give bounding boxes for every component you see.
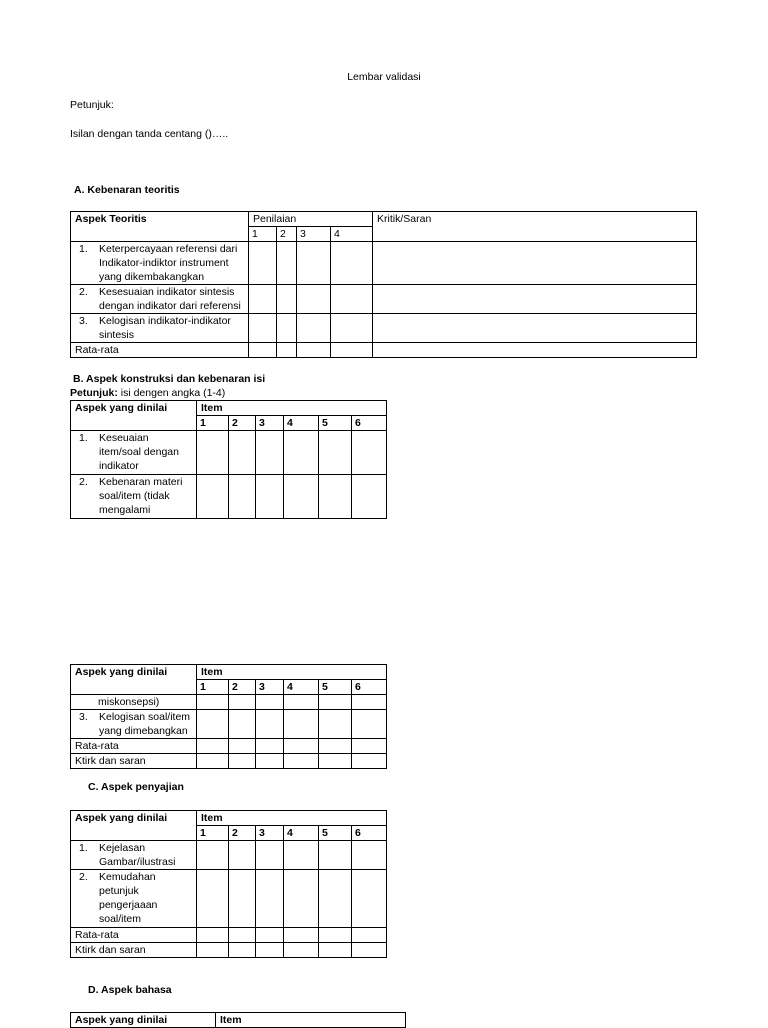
petunjuk-label: Petunjuk: [70,99,114,111]
item-cell[interactable] [256,710,284,739]
item-cell[interactable] [229,754,256,769]
table-konstruksi-part2 [70,664,387,769]
item-cell[interactable] [352,475,387,519]
kritik-cell[interactable] [373,242,697,285]
row-number: 3. [79,315,88,327]
item-cell[interactable] [284,928,319,943]
header-aspek-teoritis: Aspek Teoritis [71,212,249,242]
score-cell[interactable] [277,314,297,343]
score-cell[interactable] [277,343,297,358]
score-cell[interactable] [297,343,331,358]
section-d-heading: D. Aspek bahasa [88,984,172,996]
item-cell[interactable] [197,928,229,943]
row-text: miskonsepsi) [98,696,160,708]
item-cell[interactable] [284,943,319,958]
item-header: 6 [352,826,387,841]
item-header: 3 [256,826,284,841]
item-header: 4 [284,416,319,431]
table-row [71,285,697,314]
item-header: 5 [319,826,352,841]
item-cell[interactable] [319,710,352,739]
item-cell[interactable] [319,870,352,928]
item-cell[interactable] [352,710,387,739]
item-cell[interactable] [229,928,256,943]
row-number: 2. [79,286,88,298]
item-cell[interactable] [319,431,352,475]
item-cell[interactable] [352,841,387,870]
score-cell[interactable] [249,343,277,358]
score-cell[interactable] [331,343,373,358]
table-row [71,343,697,358]
table-row [71,710,387,739]
table-konstruksi-part1 [70,400,387,519]
score-header: 3 [297,227,331,242]
item-cell[interactable] [352,695,387,710]
score-cell[interactable] [249,242,277,285]
table-penyajian [70,810,387,958]
row-text: soal/item (tidak [99,490,170,502]
section-c-heading: C. Aspek penyajian [88,781,184,793]
row-text: Kesesuaian indikator sintesis [99,286,235,298]
item-header: 3 [256,416,284,431]
item-cell[interactable] [284,695,319,710]
item-cell[interactable] [284,754,319,769]
item-cell[interactable] [256,431,284,475]
row-text: Kelogisan soal/item [99,711,191,723]
table-row [71,695,387,710]
header-aspek-dinilai: Aspek yang dinilai [71,811,197,841]
section-b-heading: B. Aspek konstruksi dan kebenaran isi [73,373,266,385]
table-kebenaran-teoritis [70,211,697,358]
row-text: Kelogisan indikator-indikator [99,315,231,327]
table-row [71,943,387,958]
item-cell[interactable] [284,475,319,519]
item-cell[interactable] [319,943,352,958]
page-title: Lembar validasi [347,71,421,83]
item-cell[interactable] [229,695,256,710]
header-item: Item [197,811,387,826]
row-text: yang dimebangkan [99,725,188,737]
item-cell[interactable] [256,928,284,943]
item-cell[interactable] [256,475,284,519]
item-header: 6 [352,416,387,431]
header-penilaian: Penilaian [249,212,373,227]
row-text: soal/item [99,913,142,925]
item-cell[interactable] [197,710,229,739]
item-header: 3 [256,680,284,695]
item-cell[interactable] [197,754,229,769]
item-cell[interactable] [229,870,256,928]
table-row [71,928,387,943]
row-number: 2. [79,476,88,488]
row-text: pengerjaaan [99,899,158,911]
score-cell[interactable] [249,314,277,343]
row-text: sintesis [99,329,135,341]
row-number: 1. [79,842,88,854]
row-text: dengan indikator dari referensi [99,300,241,312]
section-a-heading: A. Kebenaran teoritis [74,184,180,196]
score-header: 1 [249,227,277,242]
row-text: mengalami [99,504,151,516]
score-cell[interactable] [331,242,373,285]
item-cell[interactable] [352,870,387,928]
item-header: 1 [197,826,229,841]
item-cell[interactable] [197,841,229,870]
item-cell[interactable] [197,943,229,958]
header-item: Item [197,401,387,416]
score-cell[interactable] [249,285,277,314]
item-cell[interactable] [197,695,229,710]
rata-rata-label: Rata-rata [71,343,249,358]
item-cell[interactable] [284,710,319,739]
row-text: Keterpercayaan referensi dari [99,243,238,255]
item-header: 1 [197,416,229,431]
item-header: 2 [229,680,256,695]
item-cell[interactable] [284,431,319,475]
table-row [71,431,387,475]
item-header: 2 [229,416,256,431]
row-number: 2. [79,871,88,883]
item-cell[interactable] [229,739,256,754]
table-row [71,475,387,519]
item-cell[interactable] [256,870,284,928]
row-text: Kejelasan [99,842,146,854]
row-text: Keseuaian [99,432,149,444]
item-cell[interactable] [352,739,387,754]
item-header: 5 [319,680,352,695]
instruction-text: Isilan dengan tanda centang ()….. [70,128,229,140]
table-row [71,314,697,343]
row-number: 1. [79,432,88,444]
petunjuk-bold: Petunjuk: [70,387,118,399]
score-cell[interactable] [297,242,331,285]
table-row [71,739,387,754]
row-text: indikator [99,460,139,472]
item-cell[interactable] [229,431,256,475]
row-text: petunjuk [99,885,139,897]
table-bahasa [70,1012,406,1028]
kritik-cell[interactable] [373,285,697,314]
row-number: 1. [79,243,88,255]
item-cell[interactable] [284,841,319,870]
item-cell[interactable] [319,841,352,870]
header-aspek-dinilai: Aspek yang dinilai [71,401,197,431]
item-cell[interactable] [197,870,229,928]
score-cell[interactable] [277,242,297,285]
item-cell[interactable] [352,431,387,475]
score-cell[interactable] [297,314,331,343]
rata-rata-label: Rata-rata [71,928,197,943]
item-header: 4 [284,680,319,695]
item-cell[interactable] [229,710,256,739]
row-text: item/soal dengan [99,446,179,458]
table-row [71,870,387,928]
row-text: Kemudahan [99,871,156,883]
kritik-saran-label: Ktirk dan saran [71,943,197,958]
item-cell[interactable] [229,943,256,958]
table-row [71,754,387,769]
score-header: 2 [277,227,297,242]
header-kritik-saran: Kritik/Saran [373,212,697,242]
row-text: Kebenaran materi [99,476,183,488]
item-cell[interactable] [284,870,319,928]
item-cell[interactable] [319,475,352,519]
kritik-cell[interactable] [373,343,697,358]
item-cell[interactable] [229,841,256,870]
item-cell[interactable] [352,754,387,769]
item-cell[interactable] [256,754,284,769]
row-number: 3. [79,711,88,723]
score-header: 4 [331,227,373,242]
item-cell[interactable] [352,943,387,958]
header-aspek-dinilai: Aspek yang dinilai [71,1013,216,1028]
item-header: 4 [284,826,319,841]
item-cell[interactable] [197,739,229,754]
petunjuk-text: isi dengen angka (1-4) [117,387,226,399]
rata-rata-label: Rata-rata [71,739,197,754]
item-cell[interactable] [284,739,319,754]
item-cell[interactable] [197,431,229,475]
row-text: Indikator-indiktor instrument [99,257,229,269]
item-cell[interactable] [229,475,256,519]
section-b-petunjuk [70,387,225,399]
item-header: 5 [319,416,352,431]
kritik-cell[interactable] [373,314,697,343]
item-cell[interactable] [256,739,284,754]
item-header: 1 [197,680,229,695]
item-header: 2 [229,826,256,841]
item-cell[interactable] [319,695,352,710]
item-cell[interactable] [256,695,284,710]
item-cell[interactable] [352,928,387,943]
kritik-saran-label: Ktirk dan saran [71,754,197,769]
item-cell[interactable] [197,475,229,519]
row-text: yang dikembakangkan [99,271,205,283]
row-text: Gambar/ilustrasi [99,856,176,868]
item-cell[interactable] [319,928,352,943]
score-cell[interactable] [277,285,297,314]
item-cell[interactable] [319,754,352,769]
score-cell[interactable] [297,285,331,314]
item-cell[interactable] [256,841,284,870]
item-cell[interactable] [256,943,284,958]
item-header: 6 [352,680,387,695]
score-cell[interactable] [331,314,373,343]
header-item: Item [197,665,387,680]
table-row [71,242,697,285]
header-aspek-dinilai: Aspek yang dinilai [71,665,197,695]
table-row [71,841,387,870]
score-cell[interactable] [331,285,373,314]
item-cell[interactable] [319,739,352,754]
header-item: Item [216,1013,406,1028]
